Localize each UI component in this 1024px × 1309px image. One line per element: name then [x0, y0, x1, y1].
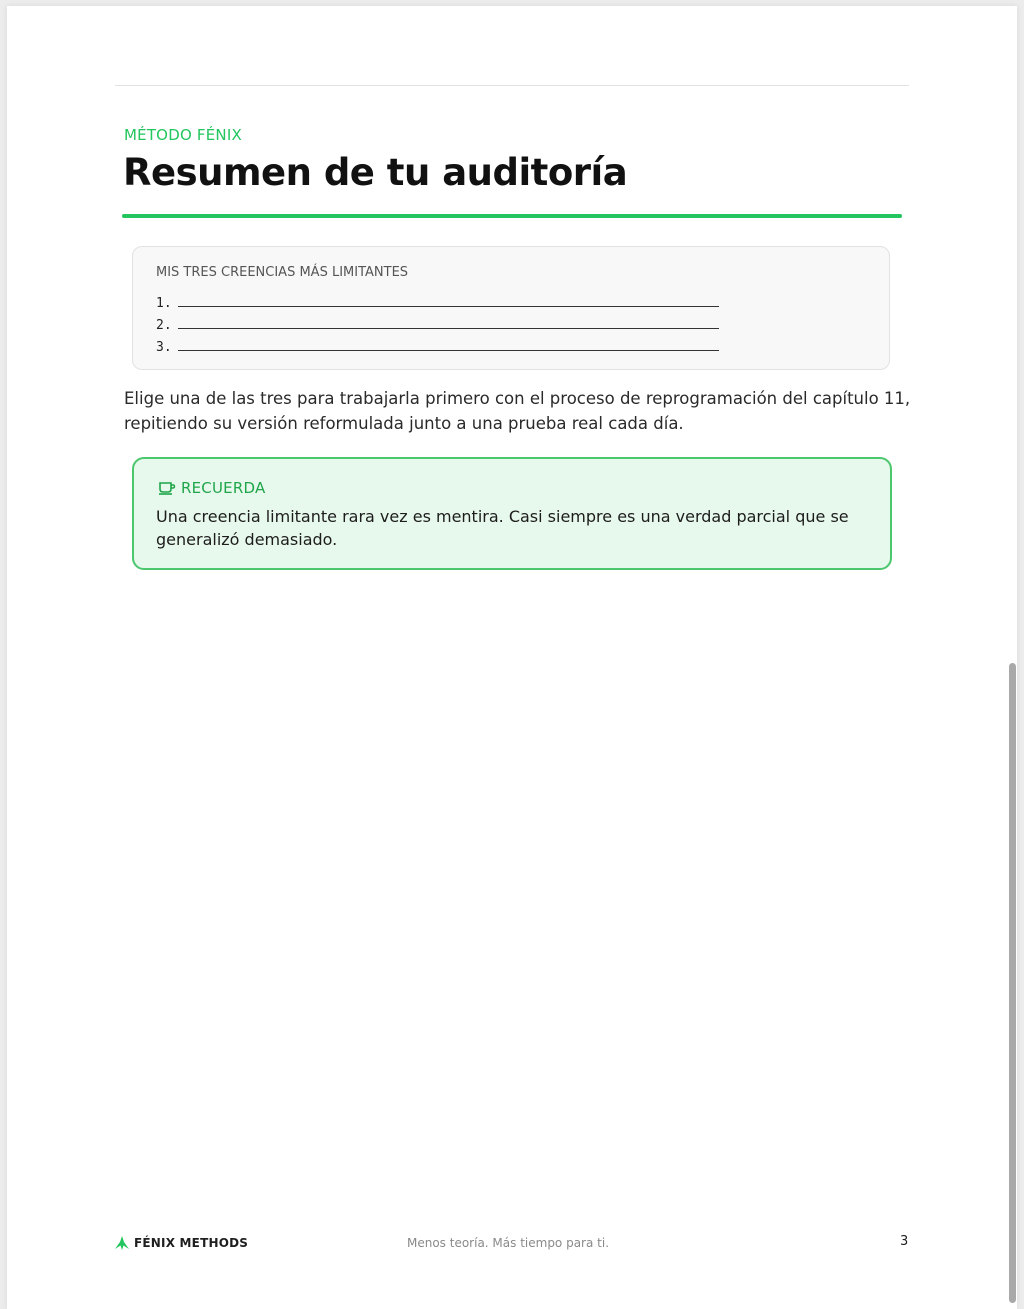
recuerda-callout	[132, 457, 892, 570]
title-underline	[122, 214, 902, 218]
coffee-cup-icon	[158, 481, 176, 495]
belief-line-3	[156, 338, 719, 355]
phoenix-icon	[115, 1236, 129, 1250]
header-divider	[115, 85, 909, 86]
callout-title: RECUERDA	[181, 479, 266, 497]
callout-text: Una creencia limitante rara vez es mentira. Casi siempre es una verdad parcial que se generalizó demasiado.	[156, 507, 849, 549]
belief-number: 1.	[156, 296, 172, 311]
page-number: 3	[900, 1234, 909, 1249]
footer-tagline: Menos teoría. Más tiempo para ti.	[407, 1236, 610, 1250]
belief-blank-line	[178, 316, 719, 329]
belief-line-1	[156, 294, 719, 311]
page-title: Resumen de tu auditoría	[123, 151, 628, 194]
scrollbar-thumb[interactable]	[1009, 663, 1016, 1303]
beliefs-heading: MIS TRES CREENCIAS MÁS LIMITANTES	[156, 265, 409, 280]
callout-header	[158, 479, 265, 497]
belief-blank-line	[178, 294, 719, 307]
document-page	[7, 6, 1017, 1309]
brand-name: FÉNIX METHODS	[134, 1236, 249, 1250]
belief-number: 2.	[156, 318, 172, 333]
belief-number: 3.	[156, 340, 172, 355]
belief-line-2	[156, 316, 719, 333]
instruction-paragraph: Elige una de las tres para trabajarla primero con el proceso de reprogramación del capítulo 11, repitiendo su versión reformulada junto a una prueba real cada día.	[124, 389, 911, 433]
section-eyebrow: MÉTODO FÉNIX	[124, 126, 242, 144]
belief-blank-line	[178, 338, 719, 351]
beliefs-worksheet-box	[132, 246, 890, 370]
footer-brand	[115, 1236, 248, 1250]
